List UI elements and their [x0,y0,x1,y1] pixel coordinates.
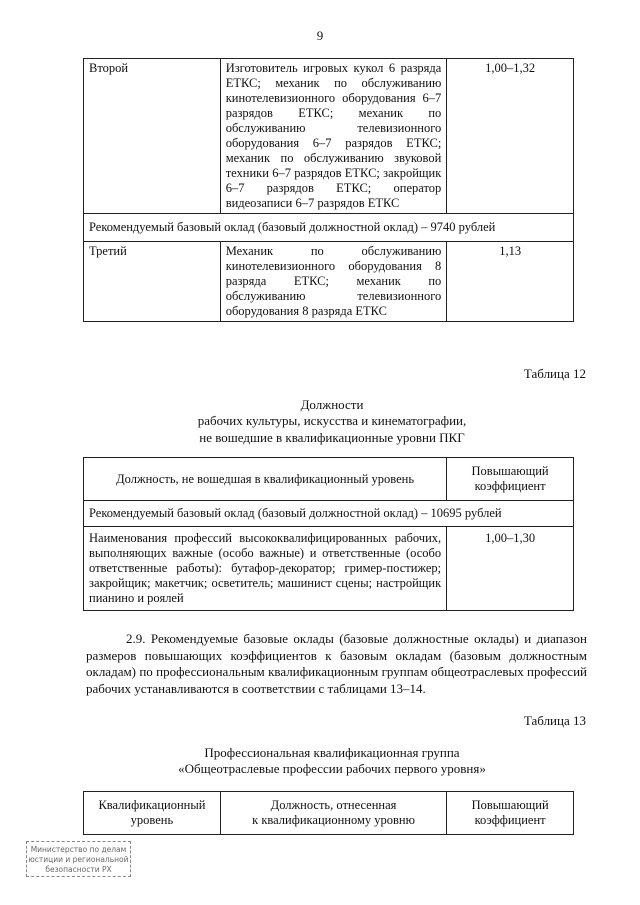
col-header-coef-line: коэффициент [474,479,546,493]
table12-heading [86,397,578,446]
col-header-position [220,792,446,835]
salary-row [84,501,574,527]
stamp-line: Министерство по делам [30,845,127,854]
heading-line: Профессиональная квалификационная группа [204,745,460,760]
heading-line: «Общеотраслевые профессии рабочих первого уровня» [178,761,486,777]
col-header-coef [447,458,574,501]
salary-text: Рекомендуемый базовый оклад (базовый должностной оклад) – 9740 рублей [84,214,574,242]
positions-cell: Наименования профессий высококвалифицированных рабочих, выполняющих важные (особо важные) и ответственные (особо ответственные работы): бутафор-декоратор; гример-постижер; закройщик; макетчик; осветитель; машинист сцены; настройщик пианино и роялей [84,527,447,611]
level-cell: Третий [84,242,221,322]
col-header-coef-line: коэффициент [474,813,546,827]
table13-heading [86,745,578,778]
coef-cell: 1,00–1,30 [447,527,574,611]
col-header-position-line: Должность, отнесенная [270,798,397,812]
col-header-level [84,792,221,835]
table-prev [83,58,574,322]
stamp-line: безопасности РХ [45,864,112,874]
col-header-coef-line: Повышающий [471,464,549,478]
table13-label: Таблица 13 [523,713,586,728]
table-header-row [84,458,574,501]
salary-text: Рекомендуемый базовый оклад (базовый должностной оклад) – 10695 рублей [84,501,574,527]
col-header-coef-line: Повышающий [471,798,549,812]
col-header-level-line: уровень [130,813,174,827]
body-paragraph: 2.9. Рекомендуемые базовые оклады (базовые должностные оклады) и диапазон размеров повышающих коэффициентов к базовым окладам (базовым должностным окладам) по профессиональным квалификационным группам общеотраслевых профессий рабочих устанавливаются в соответствии с таблицами 13–14. [86,631,587,696]
table12-label: Таблица 12 [523,366,586,381]
salary-row [84,214,574,242]
table-header-row [84,792,574,835]
table-row [84,242,574,322]
positions-cell: Изготовитель игровых кукол 6 разряда ЕТКС; механик по обслуживанию кинотелевизионного оборудования 6–7 разрядов ЕТКС; механик по обслуживанию телевизионного оборудования 6–7 разрядов ЕТКС; механик по обслуживанию звуковой техники 6–7 разрядов ЕТКС; закройщик 6–7 разрядов ЕТКС; оператор видеозаписи 6–7 разрядов ЕТКС [220,59,447,214]
registration-stamp [26,841,131,877]
table-row [84,59,574,214]
table-row [84,527,574,611]
page-number: 9 [316,28,324,43]
col-header-position: Должность, не вошедшая в квалификационный уровень [84,458,447,501]
heading-line: рабочих культуры, искусства и кинематографии, [197,413,467,429]
col-header-coef [447,792,574,835]
table13 [83,791,574,835]
table12 [83,457,574,611]
coef-cell: 1,00–1,32 [447,59,574,214]
col-header-position-line: к квалификационному уровню [252,813,415,827]
heading-line: Должности [300,397,364,412]
col-header-level-line: Квалификационный [98,798,206,812]
level-cell: Второй [84,59,221,214]
coef-cell: 1,13 [447,242,574,322]
heading-line: не вошедшие в квалификационные уровни ПКГ [199,429,465,445]
stamp-line: юстиции и региональной [28,854,129,864]
positions-cell: Механик по обслуживанию кинотелевизионного оборудования 8 разряда ЕТКС; механик по обслуживанию телевизионного оборудования 8 разряда ЕТКС [220,242,447,322]
